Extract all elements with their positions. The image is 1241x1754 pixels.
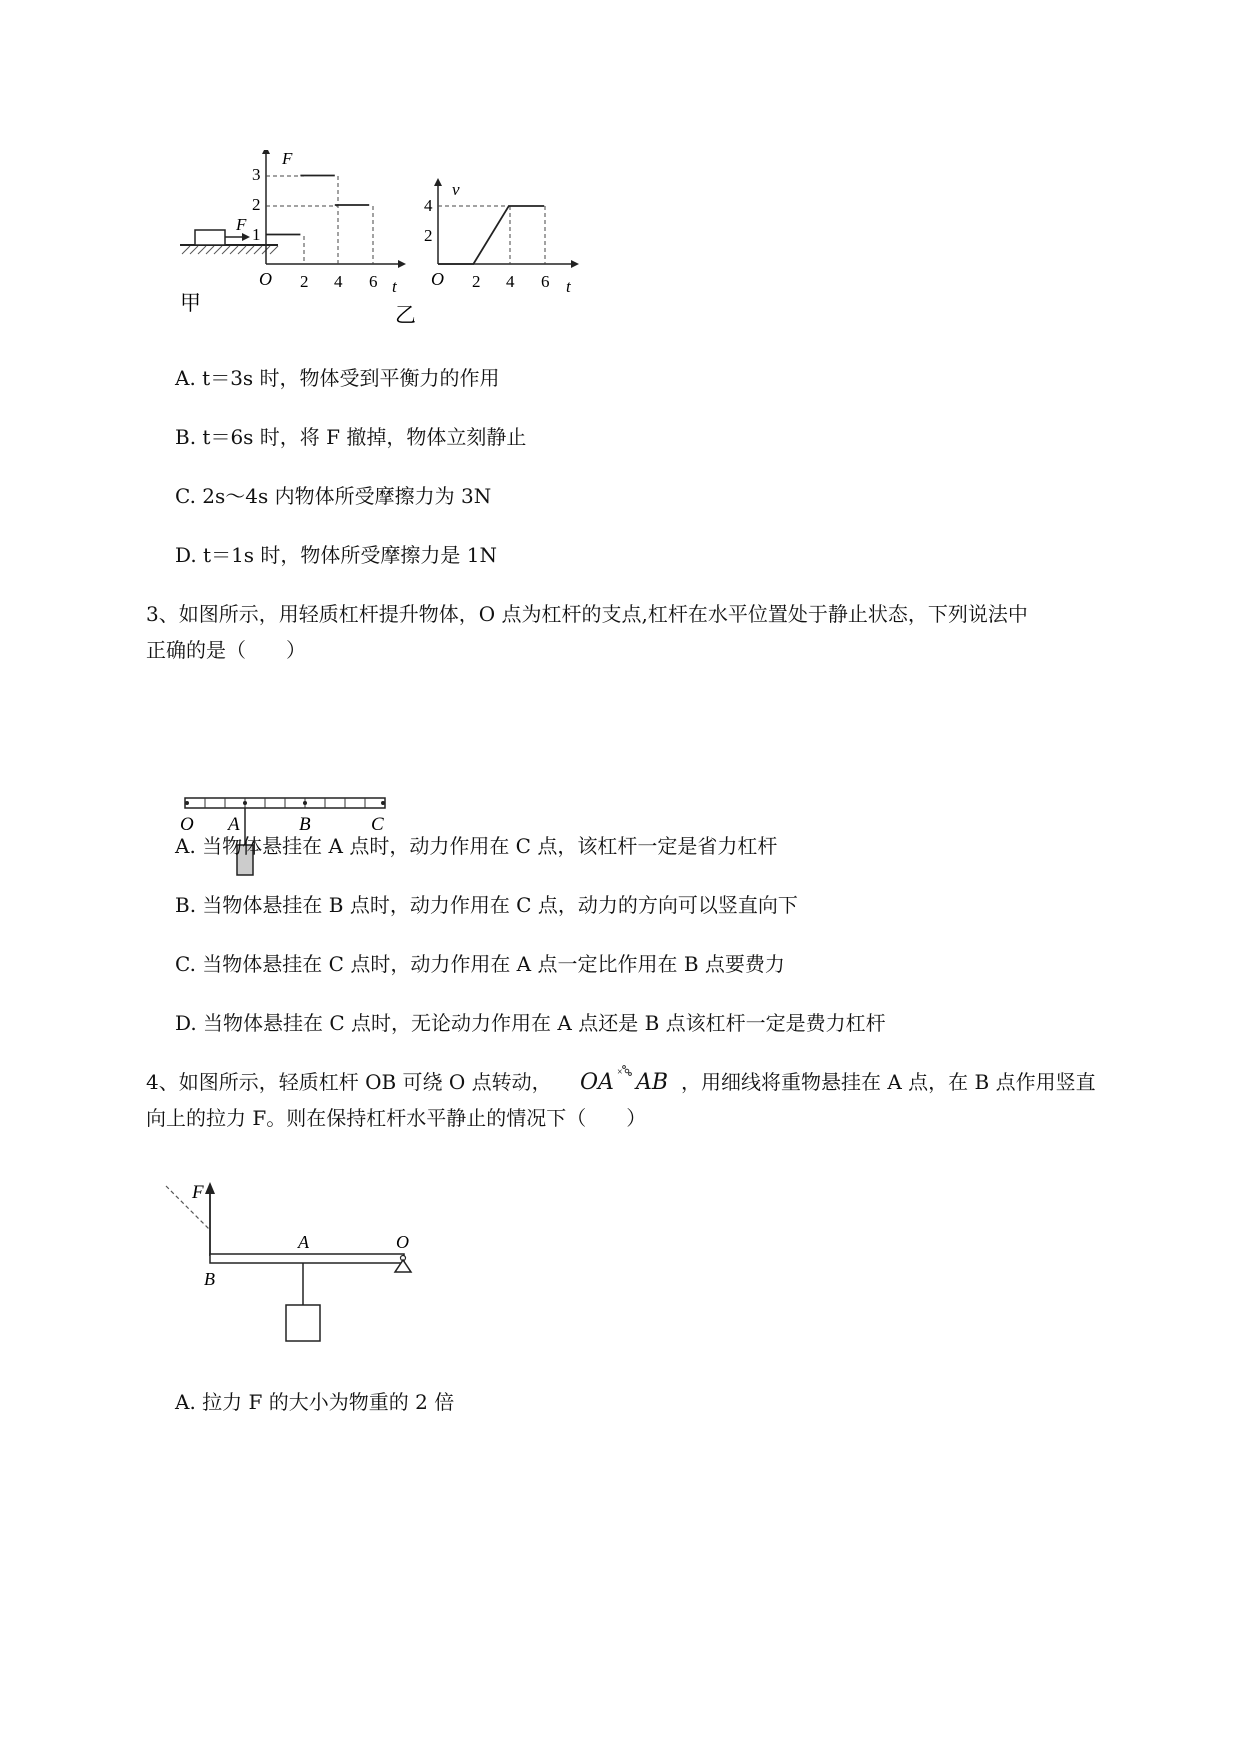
- q4-formula: [580, 1067, 675, 1095]
- formula-ab: AB: [635, 1070, 669, 1095]
- force-label-f: F: [192, 1182, 204, 1203]
- q4-stem-line2: 向上的拉力 F。则在保持杠杆水平静止的情况下（ ）: [146, 1106, 647, 1130]
- f-axis-origin: O: [259, 269, 272, 289]
- q4-stem-line1: [146, 1068, 1096, 1097]
- f-y-tick: 3: [252, 165, 261, 184]
- formula-relation-symbol: [614, 1067, 636, 1089]
- q4-stem-part1: 4、如图所示，轻质杠杆 OB 可绕 O 点转动，: [146, 1070, 552, 1094]
- v-t-graph: [424, 178, 579, 296]
- q2-option-c: C. 2s～4s 内物体所受摩擦力为 3N: [175, 484, 492, 508]
- figure-lever-q4: [160, 1178, 430, 1358]
- f-axis-t-label: t: [392, 277, 397, 296]
- point-label-a: A: [298, 1232, 309, 1252]
- f-x-tick: 6: [369, 272, 378, 291]
- lever-label-a: A: [228, 814, 240, 835]
- hanging-box: [286, 1305, 320, 1341]
- q3-option-d: D. 当物体悬挂在 C 点时，无论动力作用在 A 点还是 B 点该杠杆一定是费力杠杆: [175, 1011, 886, 1035]
- q3-option-c: C. 当物体悬挂在 C 点时，动力作用在 A 点一定比作用在 B 点要费力: [175, 952, 785, 976]
- v-x-tick: 2: [472, 272, 481, 291]
- lever-label-o: O: [180, 814, 194, 835]
- force-label: F: [236, 215, 247, 234]
- figure-force-velocity-graphs: [170, 150, 650, 360]
- q2-option-d: D. t＝1s 时，物体所受摩擦力是 1N: [175, 543, 498, 567]
- f-x-tick: 4: [334, 272, 343, 291]
- q3-option-b: B. 当物体悬挂在 B 点时，动力作用在 C 点，动力的方向可以竖直向下: [175, 893, 798, 917]
- q3-stem-line2: 正确的是（ ）: [146, 638, 306, 662]
- q4-option-a: A. 拉力 F 的大小为物重的 2 倍: [175, 1390, 455, 1414]
- lever-label-c: C: [371, 814, 384, 835]
- point-label-b: B: [204, 1269, 215, 1289]
- formula-oa: OA: [580, 1070, 614, 1095]
- v-x-tick: 6: [541, 272, 550, 291]
- q3-option-a: A. 当物体悬挂在 A 点时，动力作用在 C 点，该杠杆一定是省力杠杆: [175, 834, 778, 858]
- v-axis-label: v: [452, 180, 460, 199]
- f-t-graph: [252, 150, 406, 296]
- v-axis-t-label: t: [566, 277, 571, 296]
- v-y-tick: 4: [424, 196, 433, 215]
- block-on-surface-figure: [180, 215, 278, 254]
- q3-stem-line1: 3、如图所示，用轻质杠杆提升物体，O 点为杠杆的支点,杠杆在水平位置处于静止状态，下列说法中: [146, 602, 1028, 626]
- block: [195, 230, 225, 245]
- f-axis-label: F: [282, 150, 293, 168]
- point-label-o: O: [396, 1232, 409, 1252]
- v-y-tick: 2: [424, 226, 433, 245]
- q2-option-b: B. t＝6s 时，将 F 撤掉，物体立刻静止: [175, 425, 527, 449]
- q4-stem-part2: ，用细线将重物悬挂在 A 点，在 B 点作用竖直: [681, 1070, 1096, 1094]
- v-axis-origin: O: [431, 269, 444, 289]
- lever-label-b: B: [299, 814, 311, 835]
- q2-option-a: A. t＝3s 时，物体受到平衡力的作用: [175, 366, 500, 390]
- figure-label-yi: 乙: [395, 303, 416, 327]
- figure-label-jia: 甲: [180, 291, 201, 315]
- f-y-tick: 1: [252, 225, 261, 244]
- v-x-tick: 4: [506, 272, 515, 291]
- v-series-line: [438, 206, 544, 264]
- f-y-tick: 2: [252, 195, 261, 214]
- f-x-tick: 2: [300, 272, 309, 291]
- svg-text:×: ×: [616, 1067, 623, 1078]
